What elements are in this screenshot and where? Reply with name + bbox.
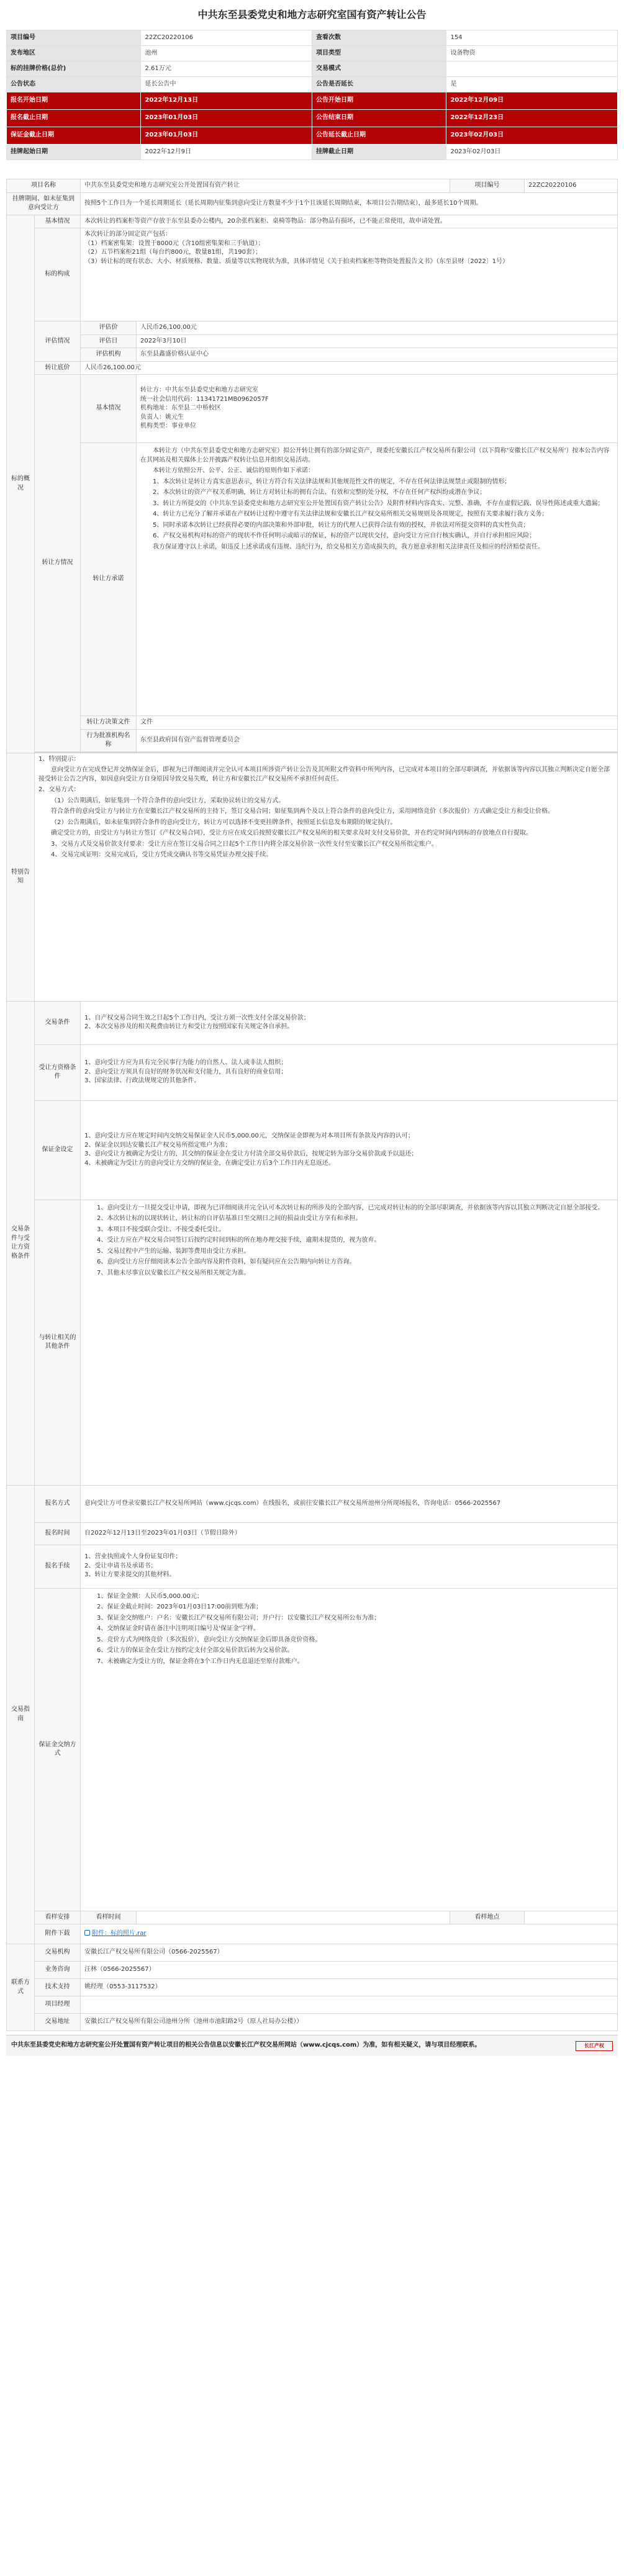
contact-label: 联系方式	[7, 1944, 35, 2031]
info-value: 设备物资	[446, 46, 618, 61]
promise-line: 6、产权交易机构对标的资产的现状不作任何明示或暗示的保证，标的资产以现状交付，意向受让方应自行核实确认，并自行承担相应风险；	[153, 532, 536, 539]
seller-key: 转让方情况	[35, 375, 81, 752]
proc-key: 报名时间	[35, 1522, 81, 1545]
contact-value: 汪林（0566-2025567）	[81, 1962, 618, 1979]
info-key: 项目类型	[312, 46, 446, 61]
attachment-link[interactable]	[84, 1930, 147, 1937]
footer-bar	[6, 2035, 618, 2056]
cond-line: 3、意向受让方被确定为受让方的，其交纳的保证金在受让方付清全部交易价款后，按规定转为部分交易价款或予以退还；	[84, 1151, 418, 1157]
info-key: 公告是否延长	[312, 77, 446, 92]
info-table	[6, 30, 618, 160]
info-value: 2023年02月03日	[446, 145, 618, 160]
proc-line: 2、受让申请书及承诺书；	[84, 1562, 157, 1569]
eval-key: 评估情况	[35, 321, 81, 362]
project-no-value: 22ZC20220106	[525, 179, 618, 193]
process-label: 交易指南	[7, 1485, 35, 1944]
promise-line: 本转让方依照公开、公平、公正、诚信的原则作如下承诺：	[153, 467, 314, 474]
info-key: 项目编号	[7, 30, 141, 46]
cond-line: 3、国家法律、行政法规规定的其他条件。	[84, 1077, 201, 1085]
composition-line: （1）档案密集架：设置于8000元（含10组密集架和三手轨道）；	[84, 240, 265, 247]
conditions-label: 交易条件与受让方资格条件	[7, 1001, 35, 1485]
proc-line: 1、营业执照或个人身份证复印件；	[84, 1553, 182, 1561]
contact-value	[81, 1996, 618, 2014]
notice-para: 2、交易方式：	[38, 786, 80, 793]
contact-value: 安徽长江产权交易所有限公司池州分所（池州市池阳路2号（原人社局办公楼））	[81, 2014, 618, 2031]
info-key: 查看次数	[312, 30, 446, 46]
target-label: 标的概况	[7, 215, 35, 753]
extend-key: 挂牌期间、如未征集到意向受让方	[7, 192, 81, 215]
promise-line: 5、同时承诺本次转让已经获得必要的内部决策和外部审批，转让方的代理人已获得合法有效的授权，并依法对所提交资料的真实性负责；	[153, 521, 530, 529]
info-key: 标的挂牌价格(总价)	[7, 61, 141, 77]
project-no-key: 项目编号	[450, 179, 525, 193]
notice-para: （1）公告期满后，如征集到一个符合条件的意向受让方，采取协议转让的交易方式。	[51, 797, 285, 804]
date-key: 保证金截止日期	[7, 127, 141, 145]
seller-line: 转让方：中共东至县委党史和地方志研究室	[140, 387, 258, 394]
cond-line: 2、本次交易涉及的相关税费由转让方和受让方按照国家有关规定各自承担。	[84, 1023, 294, 1030]
notice-label: 特别告知	[7, 753, 35, 1001]
proc-line: 6、受让方的保证金在受让方按约定支付全部交易价款后转为交易价款。	[97, 1647, 294, 1654]
proc-line: 4、交纳保证金时请在备注中注明项目编号及'保证金'字样。	[97, 1625, 260, 1632]
detail-table	[6, 179, 618, 2031]
approver-value: 东至县政府国有资产监督管理委员会	[137, 729, 618, 752]
promise-line: 3、转让方所提交的《中共东至县委党史和地方志研究室公开处置国有资产转让公告》及附件材料内容真实、完整、准确，不存在虚假记载、误导性陈述或重大遗漏；	[153, 500, 604, 507]
footer-text: 中共东至县委党史和地方志研究室公开处置国有资产转让项目的相关公告信息以安徽长江产权交易所网站（www.cjcqs.com）为准，如有相关疑义，请与项目经理联系。	[11, 2042, 481, 2049]
composition-line: （3）转让标的现有状态、大小、材质规格、数量、质量等以实物现状为准，具体详情见《关于拍卖档案柜等物资处置报告文书》（东至县财〔2022〕1号）	[84, 258, 509, 265]
cond-line: 1、意向受让方一旦提交受让申请，即视为已详细阅读并完全认可本次转让标的所涉及的全部内容，已完成对转让标的的全部尽职调查，并依据该等内容以其独立判断决定自愿全部接受。	[97, 1204, 604, 1211]
schedule-col: 看样时间	[81, 1911, 137, 1924]
eval-price-value: 人民币26,100.00元	[137, 321, 618, 335]
price-value: 人民币26,100.00元	[81, 361, 618, 375]
decision-value: 文件	[137, 716, 618, 730]
proc-line: 5、竞价方式为网络竞价（多次报价），意向受让方交纳保证金后即具备竞价资格。	[97, 1636, 322, 1643]
info-value: 154	[446, 30, 618, 46]
contact-value: 安徽长江产权交易所有限公司（0566-2025567）	[81, 1944, 618, 1962]
info-key: 发布地区	[7, 46, 141, 61]
info-value: 池州	[141, 46, 312, 61]
proc-key: 报名手续	[35, 1545, 81, 1588]
proc-line: 1、保证金金额：人民币5,000.00元；	[97, 1592, 203, 1600]
basic-value: 本次转让的档案柜等资产存放于东至县委办公楼内，20余张档案柜、桌椅等物品：部分物品有损坏，已不能正常使用，故申请处置。	[81, 215, 618, 228]
promise-line: 4、转让方已充分了解并承诺在产权转让过程中遵守有关法律法规和安徽长江产权交易所相关交易规则及各项规定，按照有关要求履行我方义务；	[153, 511, 548, 518]
info-value: 2.61万元	[141, 61, 312, 77]
seller-line: 负责人：姚元生	[140, 413, 184, 421]
cond-line: 2、保证金以到达安徽长江产权交易所指定账户为准；	[84, 1141, 232, 1149]
notice-para: 意向受让方在完成登记并交纳保证金后，即视为已详细阅读并完全认可本项目所涉资产转让公告及其所附文件资料中所列内容，已完成对本项目的全部尽职调查，并依据该等内容以其独立判断决定自愿全部接受转让公告之内容，如因意向受让方自身原因导致交易失败，转让方和安徽长江产权交易所不承担任何责任。	[38, 766, 610, 783]
contact-key: 业务咨询	[35, 1962, 81, 1979]
proc-line: 意向受让方可登录安徽长江产权交易所网站（www.cjcqs.com）在线报名，或前往安徽长江产权交易所池州分所现场报名，咨询电话：0566-2025567	[84, 1499, 501, 1507]
date-key: 报名开始日期	[7, 92, 141, 110]
notice-para: 符合条件的意向受让方与转让方在安徽长江产权交易所的主持下，签订交易合同；如征集到两个及以上符合条件的意向受让方，采用网络竞价（多次报价）方式确定受让方和受让价格。	[51, 808, 554, 815]
attach-key: 附件下载	[35, 1924, 81, 1944]
composition-key: 标的构成	[35, 228, 81, 321]
promise-line: 我方保证遵守以上承诺，如违反上述承诺或有违规、违纪行为，给交易相关方造成损失的，我方愿意承担相关法律责任及相应的经济赔偿责任。	[153, 543, 544, 550]
info-value: 是	[446, 77, 618, 92]
price-key: 转让底价	[35, 361, 81, 375]
info-value	[446, 61, 618, 77]
composition-line: 本次转让的部分固定资产包括：	[84, 231, 171, 238]
info-value: 延长公告中	[141, 77, 312, 92]
schedule-val	[525, 1911, 618, 1924]
contact-key: 技术支持	[35, 1979, 81, 1996]
cond-line: 2、意向受让方须具有良好的财务状况和支付能力，具有良好的商业信用；	[84, 1068, 287, 1075]
attachment-name: 附件：标的照片.rar	[92, 1930, 147, 1937]
cond-line: 7、其他未尽事宜以安徽长江产权交易所相关规定为准。	[97, 1269, 250, 1277]
paperclip-icon	[84, 1930, 90, 1936]
eval-org-key: 评估机构	[81, 348, 137, 362]
cond-line: 6、意向受让方应仔细阅读本公告全部内容及附件资料，如有疑问应在公告期内向转让方咨询。	[97, 1259, 356, 1265]
contact-value: 姚经理（0553-3117532）	[81, 1979, 618, 1996]
notice-para: 1、特别提示：	[38, 755, 80, 763]
approver-key: 行为批准机构名称	[81, 729, 137, 752]
cond-line: 5、交易过程中产生的运输、装卸等费用由受让方承担。	[97, 1247, 250, 1255]
cond-line: 2、本次转让标的以现状转让，转让标的自评估基准日至交割日之间的损益由受让方享有和承担。	[97, 1215, 362, 1222]
date-key: 报名截止日期	[7, 110, 141, 127]
proc-line: 2、保证金截止时间：2023年01月03日17:00前到账为准；	[97, 1604, 263, 1610]
promise-line: 1、本次转让是转让方真实意思表示，转让方符合有关法律法规和其他规范性文件的规定，不存在任何法律法规禁止或限制的情形；	[153, 478, 511, 485]
cond-key: 保证金设定	[35, 1100, 81, 1200]
info-value: 2022年12月9日	[141, 145, 312, 160]
cond-line: 4、未被确定为受让方的意向受让方交纳的保证金，在确定受让方后3个工作日内无息返还。	[84, 1159, 335, 1167]
cond-line: 1、自产权交易合同生效之日起5个工作日内，受让方须一次性支付全部交易价款；	[84, 1014, 310, 1021]
cond-line: 4、受让方应在产权交易合同签订后按约定时间到标的所在地办理交接手续，逾期未提货的，视为放弃。	[97, 1237, 381, 1244]
eval-date-key: 评估日	[81, 334, 137, 348]
seller-promise-key: 转让方承诺	[81, 443, 137, 716]
info-key: 挂牌起始日期	[7, 145, 141, 160]
eval-org-value: 东至县鑫盛价格认证中心	[137, 348, 618, 362]
notice-para: （2）公告期满后，如未征集到符合条件的意向受让方，转让方可以选择不变更挂牌条件，按照延长信息发布期限的规定执行。	[51, 819, 397, 826]
seller-line: 机构类型：事业单位	[140, 423, 196, 430]
info-key: 交易模式	[312, 61, 446, 77]
proc-key: 报名方式	[35, 1485, 81, 1522]
contact-key: 交易机构	[35, 1944, 81, 1962]
project-name-value: 中共东至县委党史和地方志研究室公开处置国有资产转让	[81, 179, 450, 193]
cond-key: 交易条件	[35, 1001, 81, 1044]
seller-basic-key: 基本情况	[81, 375, 137, 443]
project-name-key: 项目名称	[7, 179, 81, 193]
cond-line: 3、本项目不接受联合受让、不接受委托受让。	[97, 1226, 225, 1233]
contact-key: 交易地址	[35, 2014, 81, 2031]
date-value: 2023年01月03日	[141, 110, 312, 127]
proc-line: 自2022年12月13日至2023年01月03日（节假日除外）	[84, 1529, 241, 1537]
eval-price-key: 评估价	[81, 321, 137, 335]
date-key: 公告结束日期	[312, 110, 446, 127]
date-value: 2022年12月13日	[141, 92, 312, 110]
date-value: 2022年12月09日	[446, 92, 618, 110]
date-value: 2023年02月03日	[446, 127, 618, 145]
logo-icon: 长江产权	[576, 2041, 613, 2051]
promise-line: 本转让方（中共东至县委党史和地方志研究室）拟公开转让拥有的部分固定资产，现委托安徽长江产权交易所有限公司（以下简称'安徽长江产权交易所'）按本公告内容在其网站及相关媒体上公开披露产权转让信息并组织交易活动。	[140, 447, 610, 464]
notice-para: 4、交易完成证明：交易完成后，受让方凭成交确认书等交易凭证办理交接手续。	[51, 851, 273, 858]
date-key: 公告开始日期	[312, 92, 446, 110]
seller-line: 机构地址：东至县二中桥校区	[140, 405, 221, 412]
cond-line: 1、意向受让方应为具有完全民事行为能力的自然人、法人或非法人组织；	[84, 1059, 287, 1067]
info-value: 22ZC20220106	[141, 30, 312, 46]
proc-line: 3、转让方要求提交的其他材料。	[84, 1571, 176, 1579]
decision-key: 转让方决策文件	[81, 716, 137, 730]
composition-line: （2）五节档案柜21组（每台约800元，数量81组，共190套）；	[84, 249, 261, 256]
date-key: 公告延长截止日期	[312, 127, 446, 145]
schedule-col: 看样地点	[450, 1911, 525, 1924]
extend-value: 按照5个工作日为一个延长周期延长（延长周期内征集到意向受让方数量不少于1个且该延长周期结束，本项目公告期结束），最多延长10个周期。	[81, 192, 618, 215]
basic-key: 基本情况	[35, 215, 81, 228]
proc-line: 3、保证金交纳账户：户名：安徽长江产权交易所有限公司；开户行：以安徽长江产权交易所公布为准；	[97, 1614, 381, 1622]
eval-date-value: 2022年3月10日	[137, 334, 618, 348]
date-value: 2022年12月23日	[446, 110, 618, 127]
cond-key: 与转让相关的其他条件	[35, 1200, 81, 1485]
schedule-val	[137, 1911, 450, 1924]
promise-line: 2、本次转让的资产产权关系明确，转让方对转让标的拥有合法、有效和完整的处分权，不存在任何产权纠纷或潜在争议；	[153, 489, 486, 496]
proc-line: 7、未被确定为受让方的，保证金将在3个工作日内无息退还至原付款账户。	[97, 1658, 304, 1665]
contact-key: 项目经理	[35, 1996, 81, 2014]
page-title: 中共东至县委党史和地方志研究室国有资产转让公告	[197, 9, 427, 20]
date-value: 2023年01月03日	[141, 127, 312, 145]
notice-para: 确定受让方的，由受让方与转让方签订《产权交易合同》，受让方应在成交后按照安徽长江产权交易所的相关要求及时支付交易价款，并在约定时间内到标的存放地点自行提取。	[51, 830, 532, 837]
info-key: 挂牌截止日期	[312, 145, 446, 160]
seller-line: 统一社会信用代码：11341721MB0962057F	[140, 395, 269, 403]
notice-para: 3、交易方式及交易价款支付要求：受让方应在签订交易合同之日起5个工作日内将全部交易价款一次性支付至安徽长江产权交易所指定账户。	[51, 840, 438, 848]
proc-key: 保证金交纳方式	[35, 1588, 81, 1911]
schedule-key: 看样安排	[35, 1911, 81, 1924]
cond-line: 1、意向受让方应在规定时间内交纳交易保证金人民币5,000.00元，交纳保证金即视为对本项目所有条款及内容的认可；	[84, 1133, 414, 1139]
cond-key: 受让方资格条件	[35, 1044, 81, 1100]
info-key: 公告状态	[7, 77, 141, 92]
